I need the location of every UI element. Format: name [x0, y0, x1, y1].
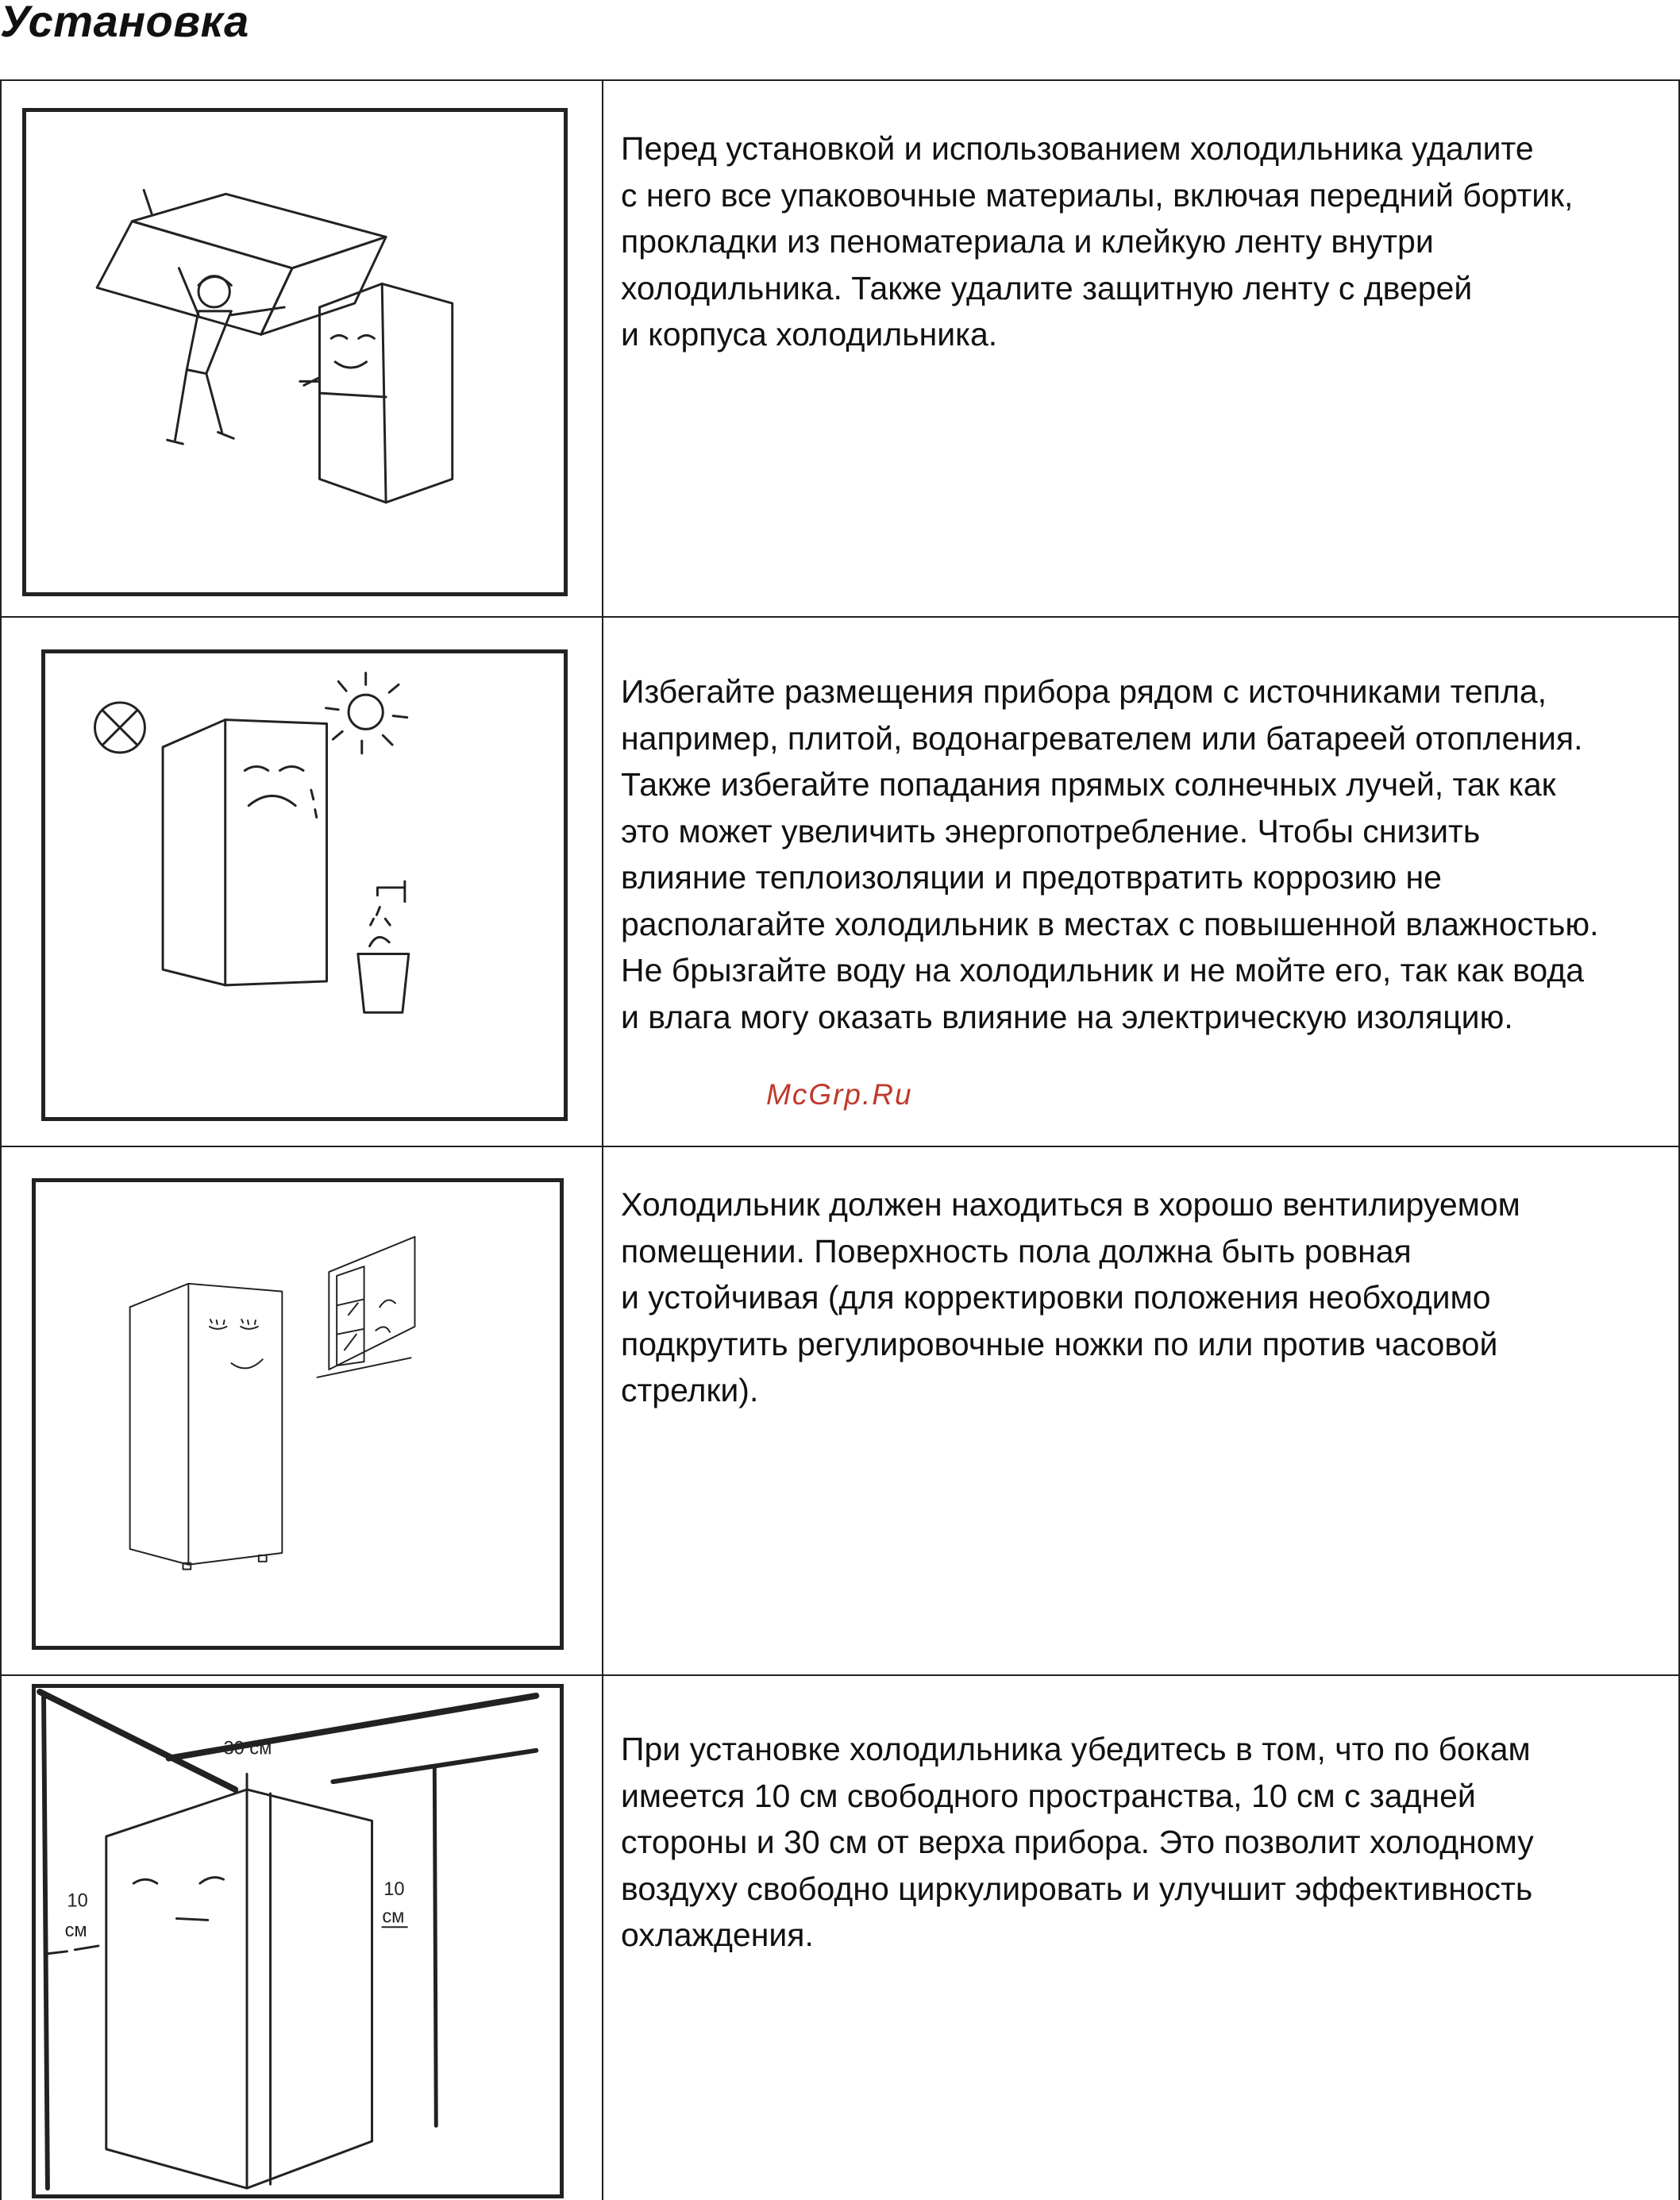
illustration-heat-moisture [41, 649, 568, 1121]
heat-moisture-drawing [45, 653, 564, 1117]
clearance-drawing [36, 1688, 560, 2194]
section-text-heat-moisture: Избегайте размещения прибора рядом с источниками тепла, например, плитой, водонагревателем или батареей отопления. Также избегайте попадания прямых солнечных лучей, так как это может увеличить энергопотребление. Чтобы снизить влияние теплоизоляции и предотвратить коррозию не располагайте холодильник в местах с повышенной влажностью. Не брызгайте воду на холодильник и не мойте его, так как вода и влага могу оказать влияние на электрическую изоляцию. [621, 673, 1599, 1035]
dimension-right-value: 10 [383, 1878, 405, 1900]
illustration-clearance [32, 1684, 564, 2198]
row-divider [0, 1674, 1680, 1676]
dimension-left-unit: см [64, 1921, 87, 1942]
ventilation-drawing [36, 1182, 560, 1646]
section-text-ventilation: Холодильник должен находиться в хорошо вентилируемом помещении. Поверхность пола должна быть ровная и устойчивая (для корректировки положения необходимо подкрутить регулировочные ножки по или против часовой стрелки). [621, 1186, 1520, 1408]
section-text-clearance: При установке холодильника убедитесь в том, что по бокам имеется 10 см свободного пространства, 10 см с задней стороны и 30 см от верха прибора. Это позволит холодному воздуху свободно циркулировать и улучшит эффективность охлаждения. [621, 1731, 1534, 1953]
table-border-left [0, 79, 2, 2200]
table-border-top [0, 79, 1680, 81]
row-divider [0, 1146, 1680, 1147]
dimension-right-unit: см [382, 1906, 405, 1928]
column-divider [602, 79, 603, 2200]
illustration-unpacking [22, 108, 568, 596]
row-divider [0, 616, 1680, 618]
section-text-unpacking: Перед установкой и использованием холодильника удалите с него все упаковочные материалы, включая передний бортик, прокладки из пеноматериала и клейкую ленту внутри холодильника. Также удалите защитную ленту с дверей и корпуса холодильника. [621, 130, 1574, 353]
dimension-top-label: 30 см [223, 1738, 272, 1759]
dimension-left-value: 10 [67, 1890, 88, 1912]
watermark: McGrp.Ru [766, 1078, 913, 1111]
illustration-ventilation [32, 1178, 564, 1650]
page-title: Установка [0, 0, 249, 46]
unpacking-drawing [26, 112, 564, 592]
prohibited-icon [95, 703, 145, 753]
